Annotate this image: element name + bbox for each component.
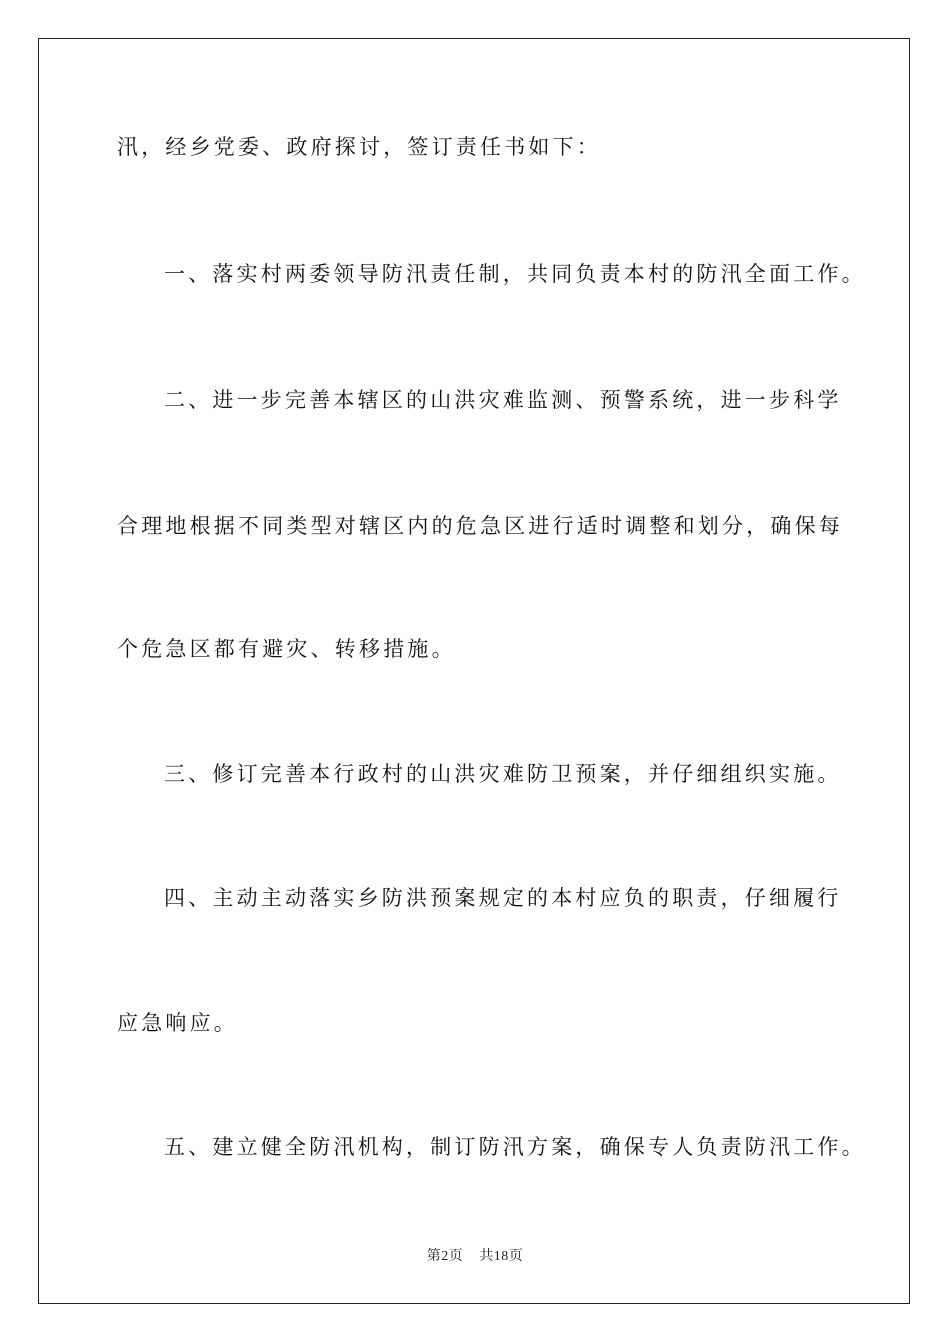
body-line-5: 个危急区都有避灾、转移措施。 (117, 637, 456, 661)
body-line-9: 五、建立健全防汛机构，制订防汛方案，确保专人负责防汛工作。 (164, 1135, 866, 1159)
body-line-4: 合理地根据不同类型对辖区内的危急区进行适时调整和划分，确保每 (117, 514, 843, 538)
body-line-2: 一、落实村两委领导防汛责任制，共同负责本村的防汛全面工作。 (164, 262, 866, 286)
body-line-1: 汛，经乡党委、政府探讨，签订责任书如下： (117, 135, 601, 159)
body-line-8: 应急响应。 (117, 1011, 238, 1035)
body-line-6: 三、修订完善本行政村的山洪灾难防卫预案，并仔细组织实施。 (164, 762, 842, 786)
page-border (38, 38, 910, 1304)
body-line-7: 四、主动主动落实乡防洪预案规定的本村应负的职责，仔细履行 (164, 886, 842, 910)
page-number: 第2页 (426, 1249, 464, 1264)
body-line-3: 二、进一步完善本辖区的山洪灾难监测、预警系统，进一步科学 (164, 388, 842, 412)
page-total: 共18页 (479, 1249, 524, 1264)
page-footer (0, 1248, 950, 1266)
